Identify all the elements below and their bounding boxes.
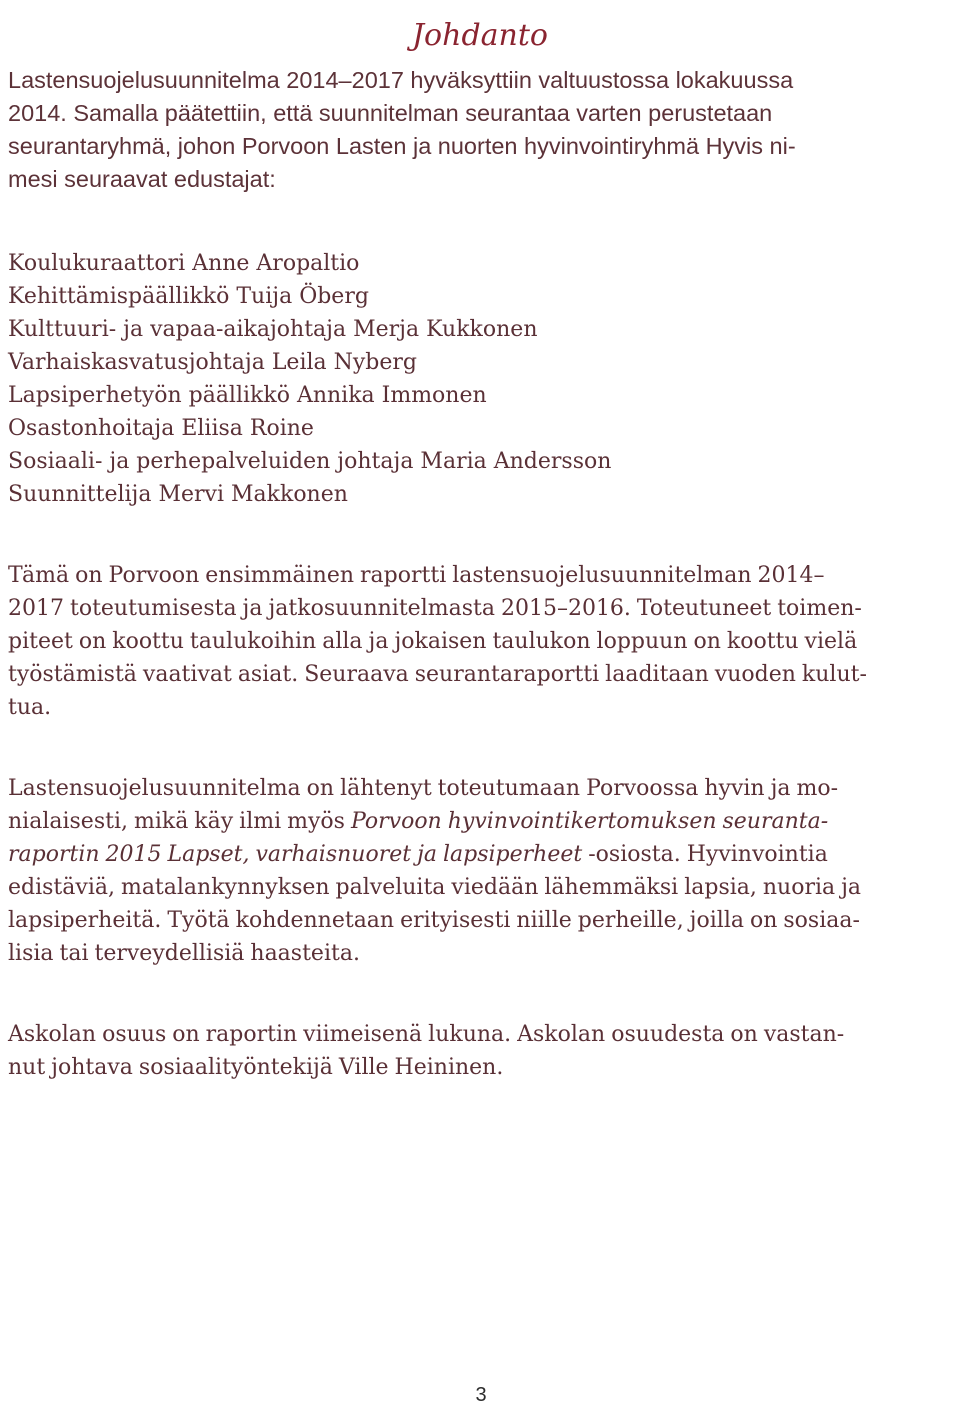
member-item: Varhaiskasvatusjohtaja Leila Nyberg	[8, 350, 418, 375]
wellbeing-paragraph	[8, 772, 952, 970]
intro-paragraph	[8, 64, 952, 196]
report-paragraph	[8, 559, 952, 724]
page-number: 3	[475, 1384, 487, 1406]
member-item: Kulttuuri- ja vapaa-aikajohtaja Merja Kukkonen	[8, 317, 538, 342]
member-item: Kehittämispäällikkö Tuija Öberg	[8, 284, 369, 309]
wellbeing-line: lisia tai terveydellisiä haasteita.	[8, 941, 360, 966]
member-list	[8, 247, 611, 511]
intro-line: mesi seuraavat edustajat:	[8, 166, 276, 192]
intro-line: seurantaryhmä, johon Porvoon Lasten ja nuorten hyvinvointiryhmä Hyvis ni-	[8, 133, 796, 159]
report-reference: raportin 2015 Lapset, varhaisnuoret ja lapsiperheet	[8, 842, 583, 867]
wellbeing-line: Lastensuojelusuunnitelma on lähtenyt toteutumaan Porvoossa hyvin ja mo-	[8, 776, 839, 801]
report-line: 2017 toteutumisesta ja jatkosuunnitelmasta 2015–2016. Toteutuneet toimen-	[8, 596, 862, 621]
wellbeing-text: nialaisesti, mikä käy ilmi myös	[8, 809, 351, 834]
report-line: työstämistä vaativat asiat. Seuraava seurantaraportti laaditaan vuoden kulut-	[8, 662, 867, 687]
member-item: Sosiaali- ja perhepalveluiden johtaja Maria Andersson	[8, 449, 612, 474]
wellbeing-text: -osiosta. Hyvinvointia	[582, 842, 828, 867]
report-line: tua.	[8, 695, 52, 720]
report-line: piteet on koottu taulukoihin alla ja jokaisen taulukon loppuun on koottu vielä	[8, 629, 858, 654]
member-item: Koulukuraattori Anne Aropaltio	[8, 251, 360, 276]
wellbeing-line: edistäviä, matalankynnyksen palveluita viedään lähemmäksi lapsia, nuoria ja	[8, 875, 862, 900]
intro-line: Lastensuojelusuunnitelma 2014–2017 hyväksyttiin valtuustossa lokakuussa	[8, 67, 794, 93]
wellbeing-line	[8, 805, 952, 838]
wellbeing-line	[8, 838, 952, 871]
askola-paragraph	[8, 1018, 952, 1084]
page-title: Johdanto	[412, 18, 548, 53]
wellbeing-line: lapsiperheitä. Työtä kohdennetaan erityisesti niille perheille, joilla on sosiaa-	[8, 908, 860, 933]
member-item: Lapsiperhetyön päällikkö Annika Immonen	[8, 383, 487, 408]
member-item: Suunnittelija Mervi Makkonen	[8, 482, 348, 507]
intro-line: 2014. Samalla päätettiin, että suunnitelman seurantaa varten perustetaan	[8, 100, 773, 126]
askola-line: nut johtava sosiaalityöntekijä Ville Heininen.	[8, 1055, 504, 1080]
askola-line: Askolan osuus on raportin viimeisenä lukuna. Askolan osuudesta on vastan-	[8, 1022, 845, 1047]
report-line: Tämä on Porvoon ensimmäinen raportti lastensuojelusuunnitelman 2014–	[8, 563, 825, 588]
report-reference: Porvoon hyvinvointikertomuksen seuranta-	[350, 809, 829, 834]
member-item: Osastonhoitaja Eliisa Roine	[8, 416, 314, 441]
